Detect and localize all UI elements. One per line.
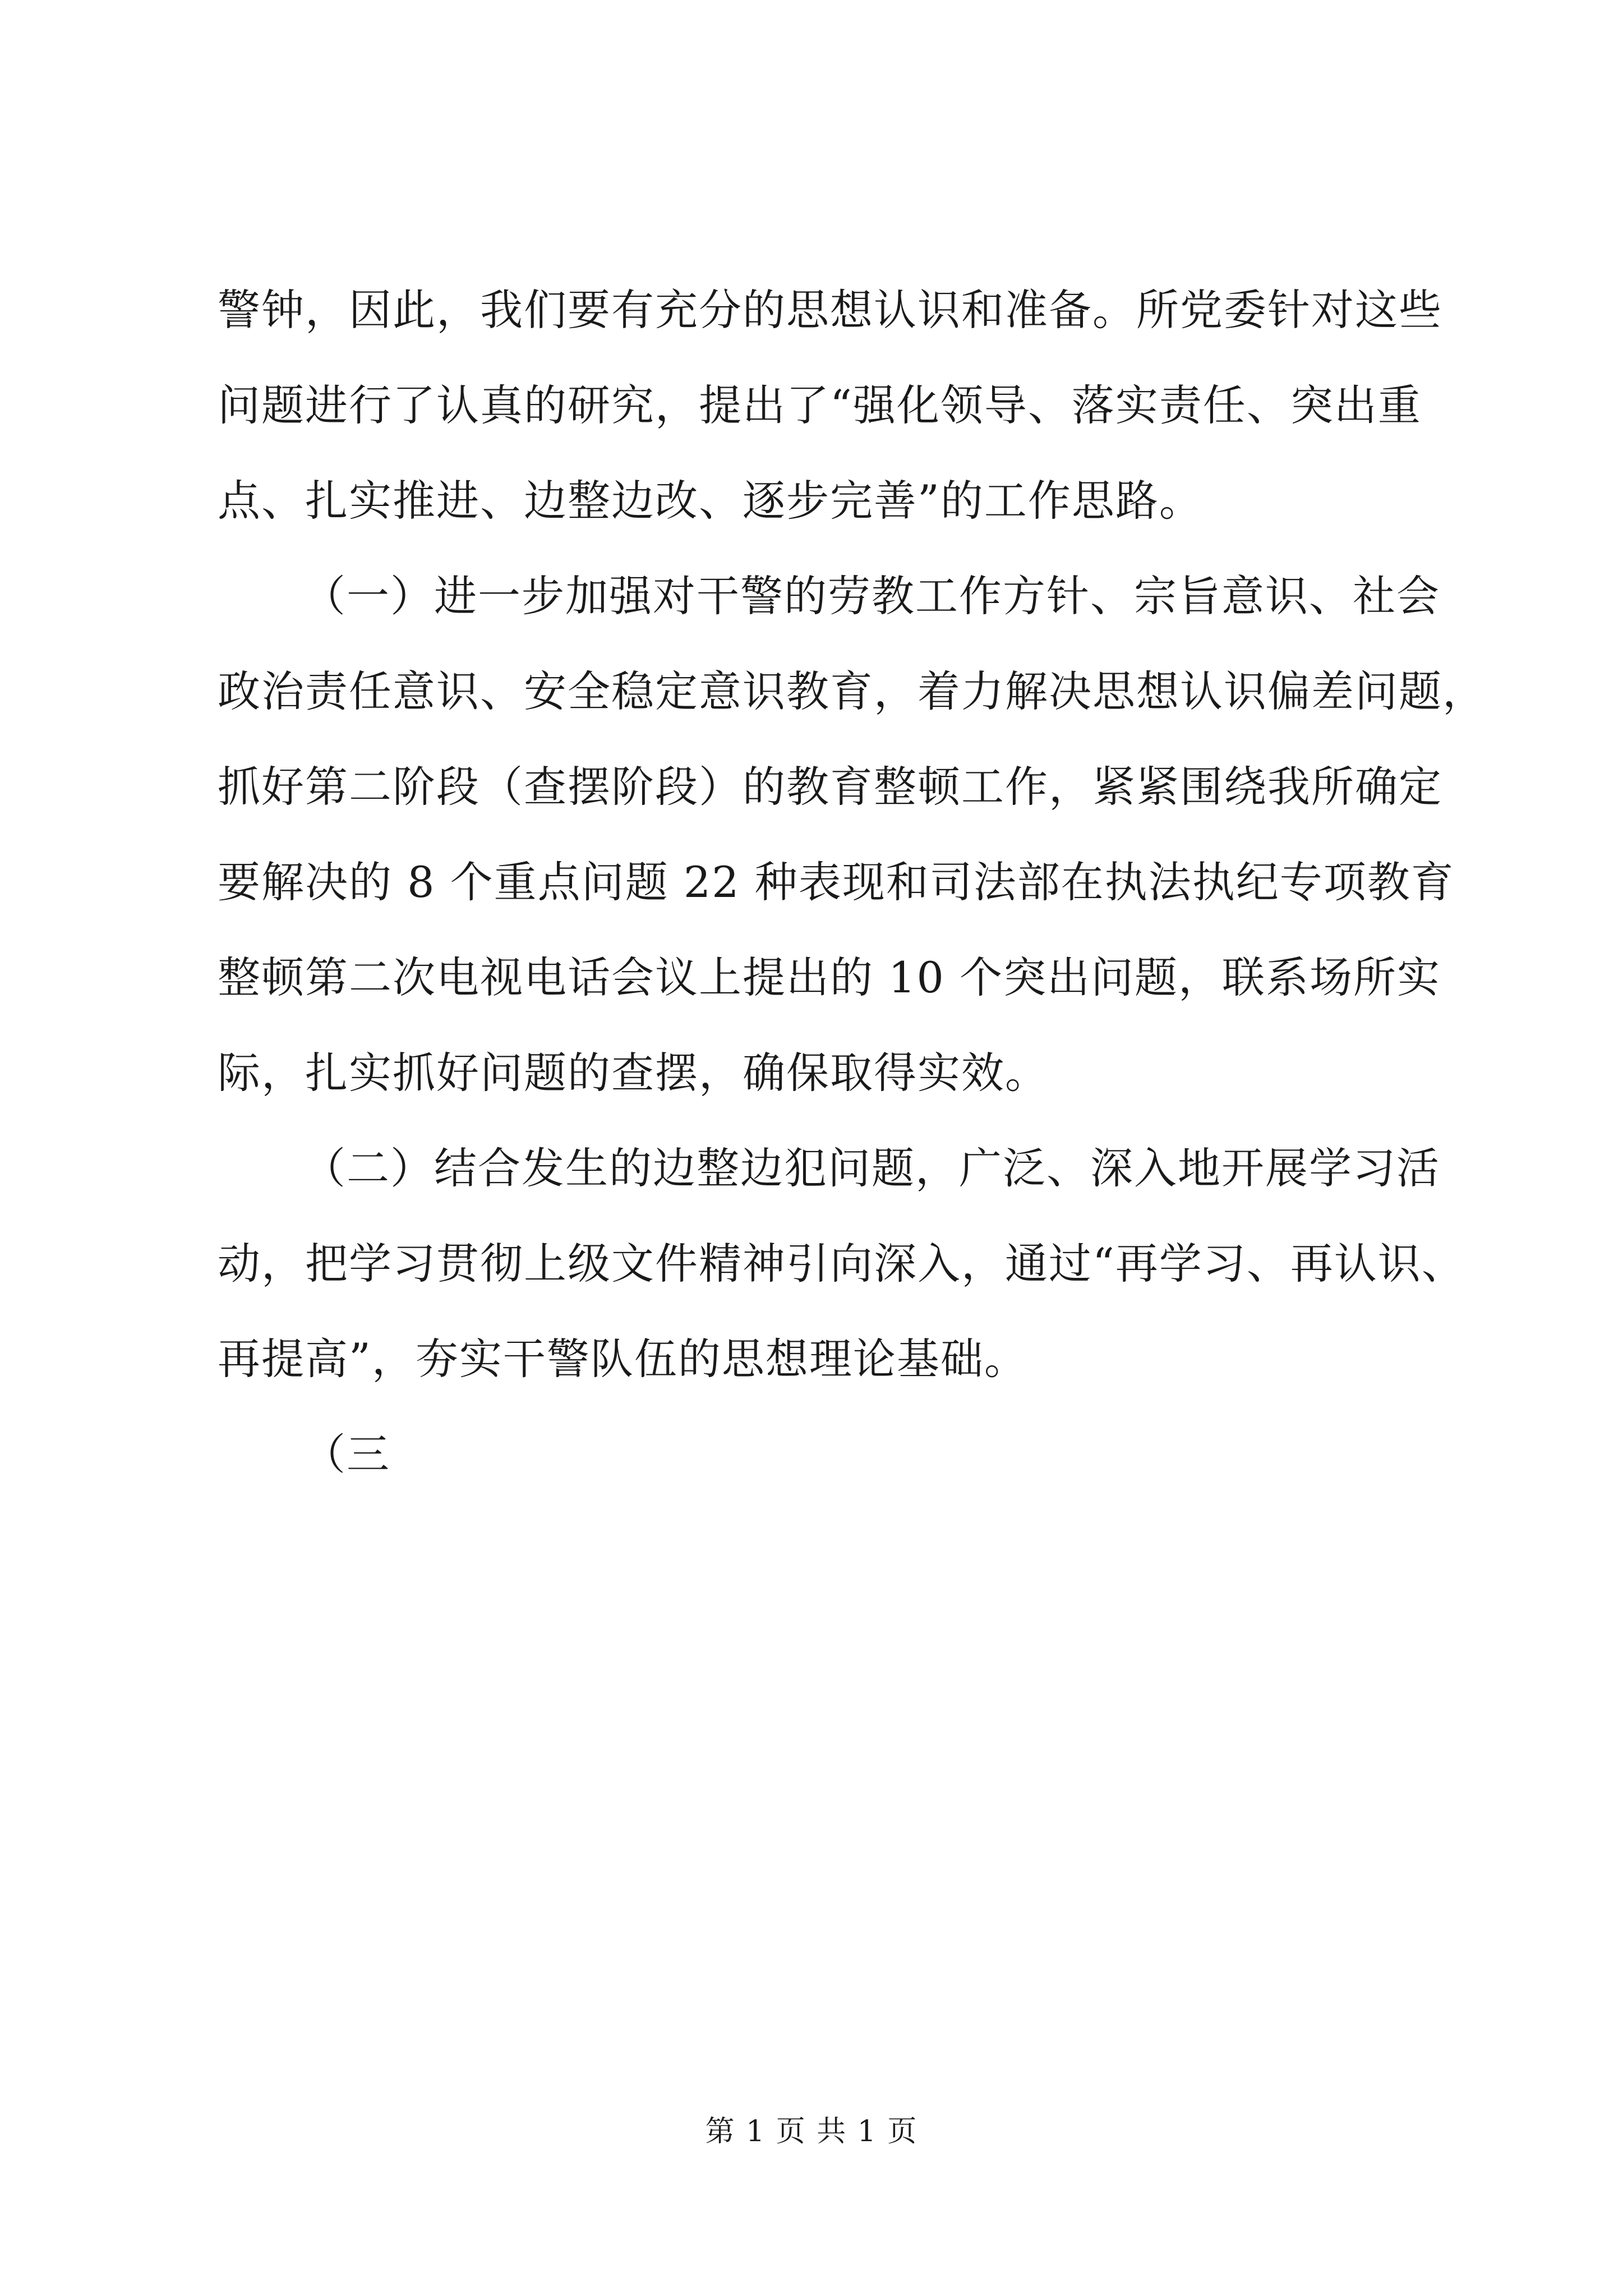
- text-line: 抓好第二阶段（查摆阶段）的教育整顿工作，紧紧围绕我所确定: [218, 762, 1442, 812]
- text-line: 警钟，因此，我们要有充分的思想认识和准备。所党委针对这些: [218, 285, 1442, 335]
- text-line: 际，扎实抓好问题的查摆，确保取得实效。: [218, 1048, 1049, 1098]
- text-line: （二）结合发生的边整边犯问题，广泛、深入地开展学习活: [303, 1143, 1440, 1193]
- text-line: 点、扎实推进、边整边改、逐步完善”的工作思路。: [218, 476, 1203, 526]
- paragraph-3: [218, 1121, 1465, 1407]
- text-line: 问题进行了认真的研究，提出了“强化领导、落实责任、突出重: [218, 380, 1422, 430]
- page-number-footer: 第 1 页 共 1 页: [705, 2115, 918, 2148]
- text-line: 政治责任意识、安全稳定意识教育，着力解决思想认识偏差问题，: [218, 666, 1486, 716]
- paragraph-4: [218, 1407, 1418, 1502]
- text-line: （三: [303, 1429, 390, 1479]
- text-line: 要解决的 8 个重点问题 22 种表现和司法部在执法执纪专项教育: [218, 857, 1455, 907]
- document-body: [218, 263, 1486, 1502]
- text-line: 整顿第二次电视电话会议上提出的 10 个突出问题，联系场所实: [218, 953, 1441, 1002]
- paragraph-1: [218, 263, 1442, 549]
- text-line: （一）进一步加强对干警的劳教工作方针、宗旨意识、社会: [303, 571, 1440, 621]
- paragraph-2: [218, 549, 1486, 1121]
- text-line: 再提高”，夯实干警队伍的思想理论基础。: [218, 1334, 1028, 1384]
- text-line: 动，把学习贯彻上级文件精神引向深入，通过“再学习、再认识、: [218, 1239, 1465, 1289]
